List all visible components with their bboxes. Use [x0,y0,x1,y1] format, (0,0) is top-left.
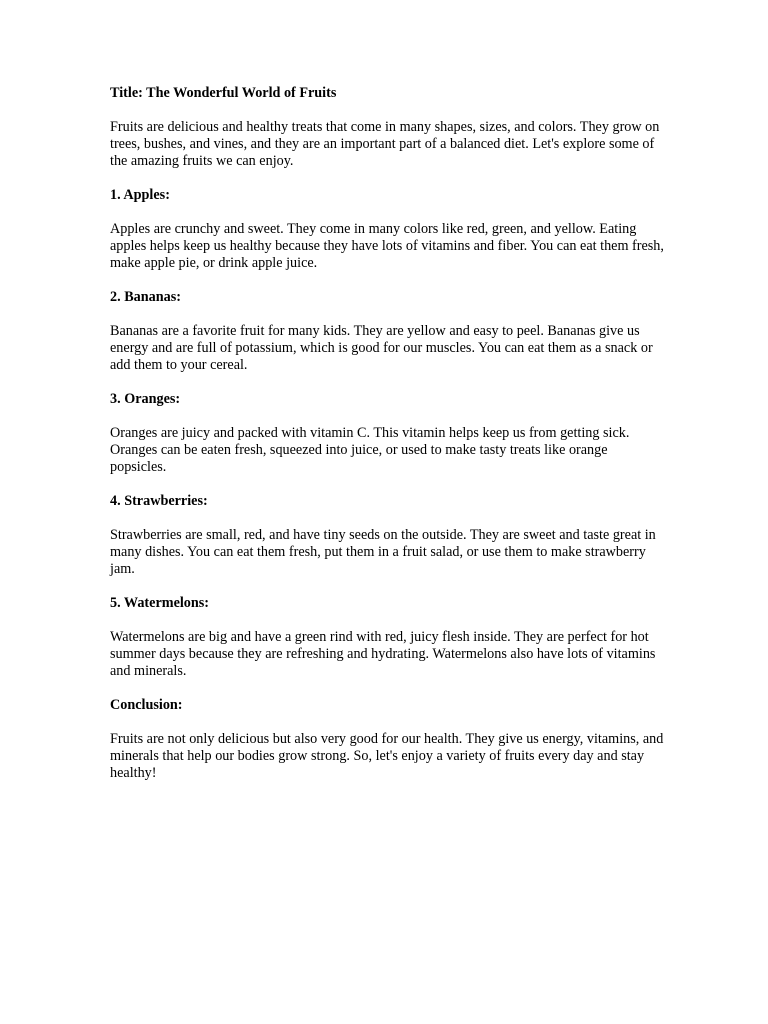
section-heading-conclusion: Conclusion: [110,697,183,713]
intro-paragraph: Fruits are delicious and healthy treats that come in many shapes, sizes, and colors. They grow on trees, bushes, and vines, and they are an important part of a balanced diet. Let's explore some of the amazing fruits we can enjoy. [110,119,660,169]
section-body-strawberries: Strawberries are small, red, and have tiny seeds on the outside. They are sweet and taste great in many dishes. You can eat them fresh, put them in a fruit salad, or use them to make strawberry jam. [110,527,656,577]
section-heading-apples: 1. Apples: [110,187,170,203]
section-body-oranges: Oranges are juicy and packed with vitamin C. This vitamin helps keep us from getting sick. Oranges can be eaten fresh, squeezed into juice, or used to make tasty treats like orange popsicles. [110,425,630,475]
section-body-watermelons: Watermelons are big and have a green rind with red, juicy flesh inside. They are perfect for hot summer days because they are refreshing and hydrating. Watermelons also have lots of vitamins and minerals. [110,629,656,679]
section-body-conclusion: Fruits are not only delicious but also very good for our health. They give us energy, vitamins, and minerals that help our bodies grow strong. So, let's enjoy a variety of fruits every day and stay healthy! [110,731,664,781]
section-heading-strawberries: 4. Strawberries: [110,493,208,509]
document-page [110,85,665,799]
section-heading-watermelons: 5. Watermelons: [110,595,210,611]
section-heading-oranges: 3. Oranges: [110,391,181,407]
section-body-bananas: Bananas are a favorite fruit for many kids. They are yellow and easy to peel. Bananas give us energy and are full of potassium, which is good for our muscles. You can eat them as a snack or add them to your cereal. [110,323,653,373]
section-heading-bananas: 2. Bananas: [110,289,181,305]
document-title: Title: The Wonderful World of Fruits [110,85,337,101]
section-body-apples: Apples are crunchy and sweet. They come in many colors like red, green, and yellow. Eating apples helps keep us healthy because they have lots of vitamins and fiber. You can eat them fresh, make apple pie, or drink apple juice. [110,221,664,271]
